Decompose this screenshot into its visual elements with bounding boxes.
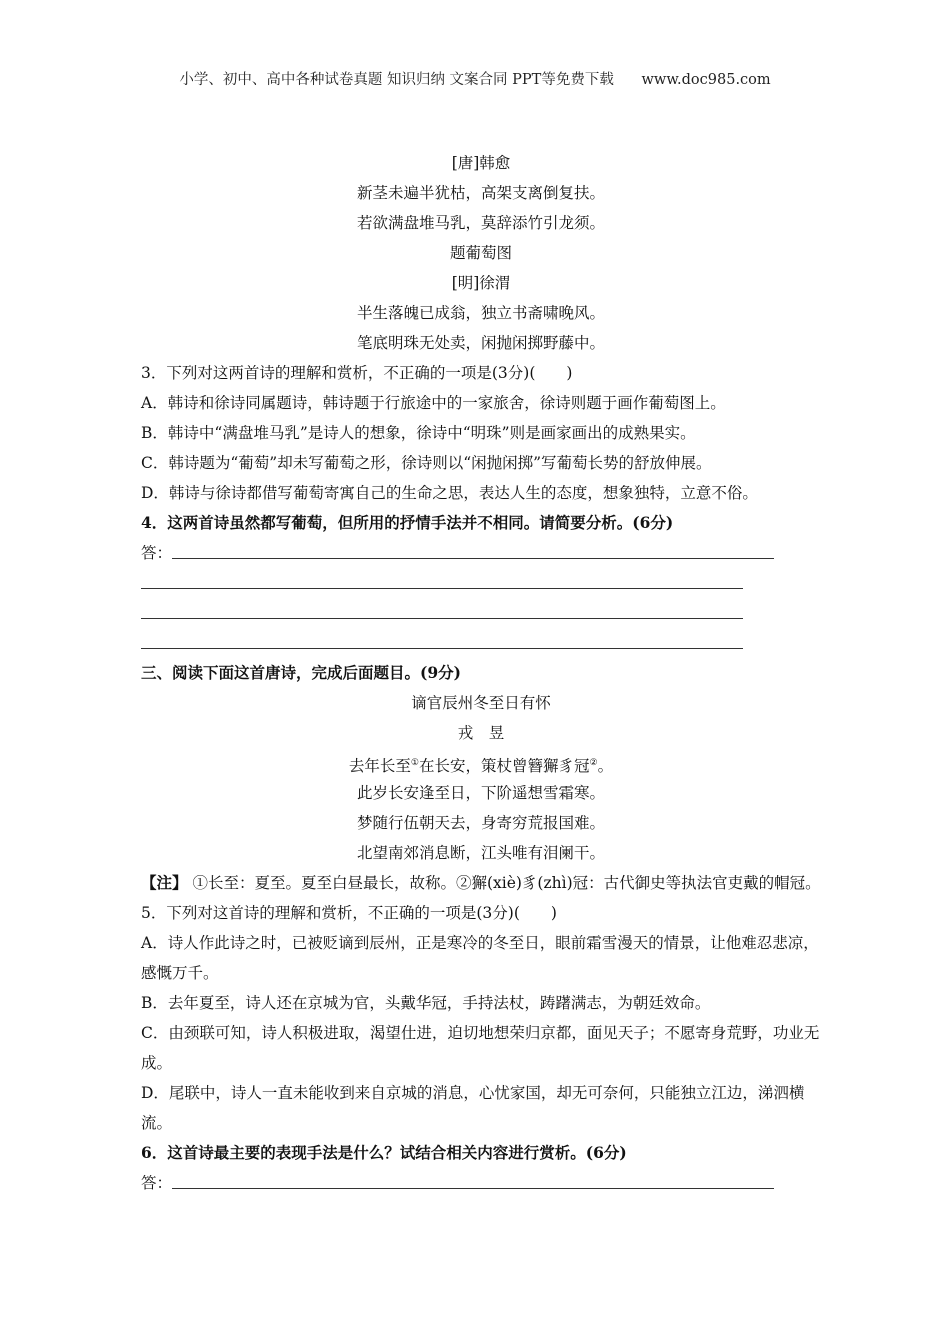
question-4-stem: 4．这两首诗虽然都写葡萄，但所用的抒情手法并不相同。请简要分析。(6分) [141, 513, 674, 532]
poem3-line1-part-b: 在长安，策杖曾簪獬豸冠 [418, 757, 590, 776]
answer-label: 答： [141, 1174, 173, 1192]
poem3-line [101, 748, 861, 778]
question-5-option-a: A．诗人作此诗之时，已被贬谪到辰州，正是寒冷的冬至日，眼前霜雪漫天的情景，让他难忍悲凉，感慨万千。 [141, 934, 819, 982]
question-3-option-c: C．韩诗题为“葡萄”却未写葡萄之形，徐诗则以“闲抛闲掷”写葡萄长势的舒放伸展。 [141, 454, 712, 472]
site-header: 小学、初中、高中各种试卷真题 知识归纳 文案合同 PPT等免费下载 www.doc985.com [179, 72, 771, 88]
question-3-option-a: A．韩诗和徐诗同属题诗，韩诗题于行旅途中的一家旅舍，徐诗则题于画作葡萄图上。 [141, 394, 726, 412]
poem3-note [141, 868, 821, 898]
poem3-line: 此岁长安逢至日，下阶遥想雪霜寒。 [356, 784, 605, 802]
question-3-stem: 3．下列对这两首诗的理解和赏析，不正确的一项是(3分)( ) [141, 364, 573, 382]
question-5-option-c: C．由颈联可知，诗人积极进取，渴望仕进，迫切地想荣归京都，面见天子；不愿寄身荒野，功业无成。 [141, 1024, 820, 1072]
exam-page [141, 148, 821, 1198]
answer-line[interactable] [141, 570, 743, 589]
answer-line[interactable] [141, 600, 743, 619]
answer-line[interactable] [172, 1170, 774, 1189]
poem2-line: 半生落魄已成翁，独立书斋啸晚风。 [356, 304, 605, 322]
poem3-title: 谪官辰州冬至日有怀 [411, 694, 551, 712]
question-6-answer-area[interactable] [141, 1168, 821, 1198]
poem3-line1-part-a: 去年长至 [348, 757, 411, 776]
note-tag: 【注】 [141, 873, 188, 892]
question-4-answer-area[interactable] [141, 538, 821, 568]
section-3-heading: 三、阅读下面这首唐诗，完成后面题目。(9分) [141, 663, 461, 682]
answer-label: 答： [141, 544, 173, 562]
poem3-line: 北望南郊消息断，江头唯有泪阑干。 [356, 844, 605, 862]
question-3-option-d: D．韩诗与徐诗都借写葡萄寄寓自己的生命之思，表达人生的态度，想象独特，立意不俗。 [141, 484, 758, 502]
poem3-line1-part-c: 。 [597, 757, 614, 776]
answer-line[interactable] [141, 630, 743, 649]
question-6-stem: 6．这首诗最主要的表现手法是什么？试结合相关内容进行赏析。(6分) [141, 1143, 627, 1162]
poem3-line: 梦随行伍朝天去，身寄穷荒报国难。 [356, 814, 605, 832]
footnote-marker-2: ② [589, 758, 598, 768]
question-3-option-b: B．韩诗中“满盘堆马乳”是诗人的想象，徐诗中“明珠”则是画家画出的成熟果实。 [141, 424, 696, 442]
poem3-author: 戎 昱 [457, 724, 505, 742]
answer-line[interactable] [172, 540, 774, 559]
poem1-author: [唐]韩愈 [451, 154, 511, 172]
question-5-option-b: B．去年夏至，诗人还在京城为官，头戴华冠，手持法杖，踌躇满志，为朝廷效命。 [141, 994, 711, 1012]
question-5-option-d: D．尾联中，诗人一直未能收到来自京城的消息，心忧家国，却无可奈何，只能独立江边，涕泗横流。 [141, 1084, 805, 1132]
footnote-marker-1: ① [410, 758, 419, 768]
note-text: ①长至：夏至。夏至白昼最长，故称。②獬(xiè)豸(zhì)冠：古代御史等执法官吏戴的帽冠。 [192, 874, 821, 892]
poem1-line: 若欲满盘堆马乳，莫辞添竹引龙须。 [356, 214, 605, 232]
poem2-title: 题葡萄图 [449, 244, 512, 262]
poem2-author: [明]徐渭 [451, 274, 511, 292]
poem2-line: 笔底明珠无处卖，闲抛闲掷野藤中。 [356, 334, 605, 352]
poem1-line: 新茎未遍半犹枯，高架支离倒复扶。 [356, 184, 605, 202]
question-5-stem: 5．下列对这首诗的理解和赏析，不正确的一项是(3分)( ) [141, 904, 557, 922]
